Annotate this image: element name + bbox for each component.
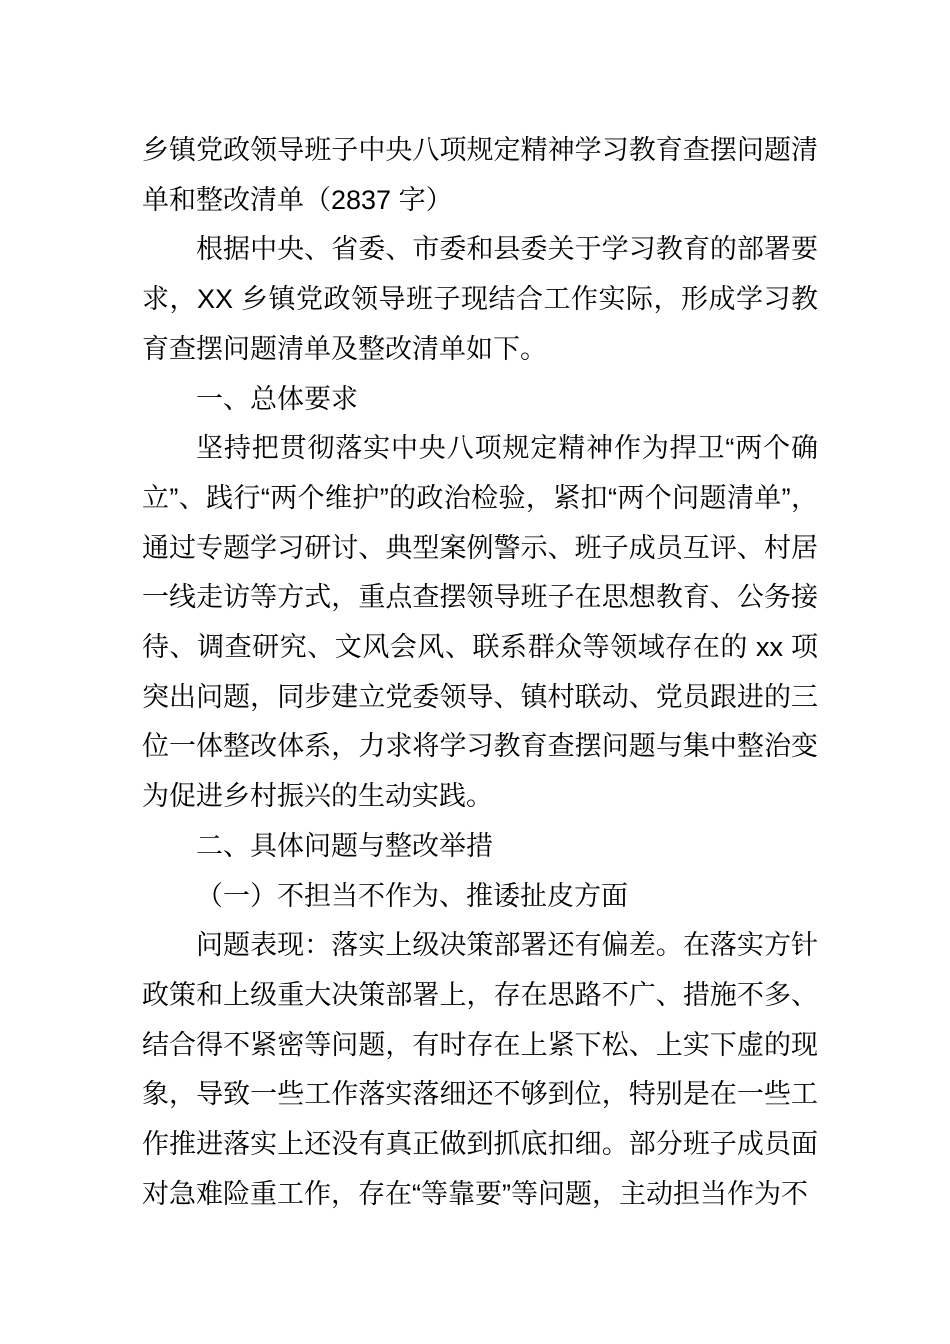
document-title: 乡镇党政领导班子中央八项规定精神学习教育查摆问题清单和整改清单（2837 字）	[142, 135, 818, 215]
paragraph: 问题表现：落实上级决策部署还有偏差。在落实方针政策和上级重大决策部署上，存在思路不广、措施不多、结合得不紧密等问题，有时存在上紧下松、上实下虚的现象，导致一些工作落实落细还不够到位，特别是在一些工作推进落实上还没有真正做到抓底扣细。部分班子成员面对急难险重工作，存在“等靠要”等问题，主动担当作为不	[142, 930, 818, 1209]
document-content	[142, 126, 818, 1219]
section-heading: 二、具体问题与整改举措	[196, 830, 493, 861]
paragraph: 坚持把贯彻落实中央八项规定精神作为捍卫“两个确立”、践行“两个维护”的政治检验，紧扣“两个问题清单”，通过专题学习研讨、典型案例警示、班子成员互评、村居一线走访等方式，重点查摆领导班子在思想教育、公务接待、调查研究、文风会风、联系群众等领域存在的 xx 项突出问题，同步建立党委领导、镇村联动、党员跟进的三位一体整改体系，力求将学习教育查摆问题与集中整治变为促进乡村振兴的生动实践。	[142, 433, 818, 812]
paragraph: 根据中央、省委、市委和县委关于学习教育的部署要求，XX 乡镇党政领导班子现结合工作实际，形成学习教育查摆问题清单及整改清单如下。	[142, 234, 818, 364]
section-heading: 一、总体要求	[196, 383, 358, 414]
document-body	[142, 225, 818, 1219]
section-heading: （一）不担当不作为、推诿扯皮方面	[196, 880, 628, 911]
